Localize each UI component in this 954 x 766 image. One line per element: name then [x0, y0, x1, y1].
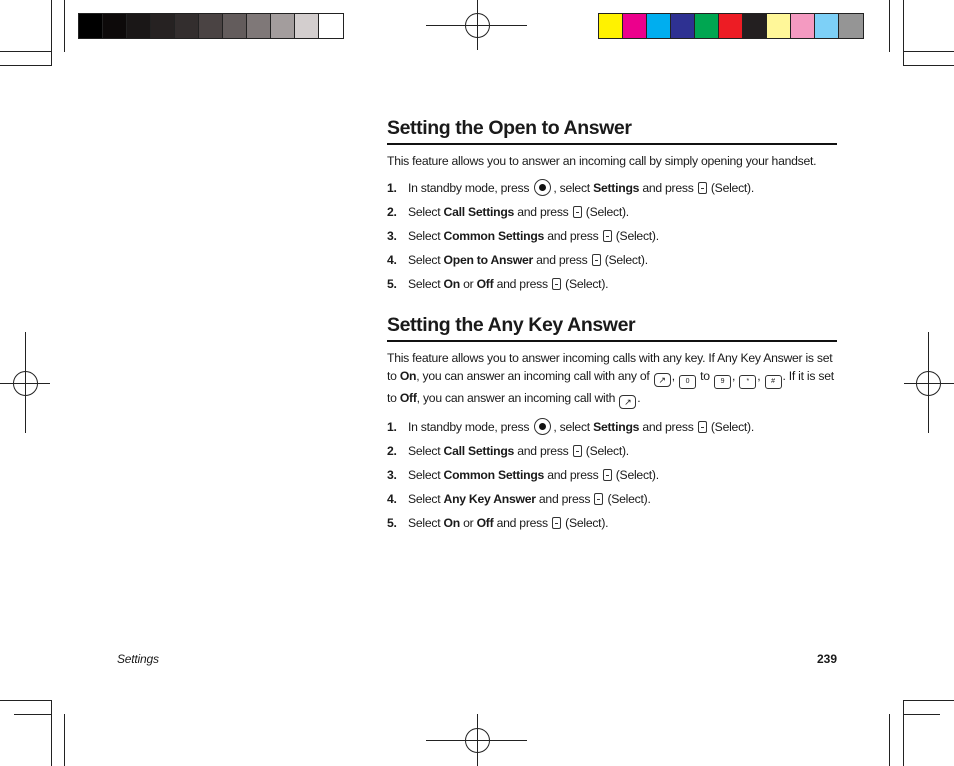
section-intro: This feature allows you to answer incoming calls with any key. If Any Key Answer is set to On, you can answer an incoming call with any of ↗ , 0 to 9 , * , # . If it is set to Off, you can answer an incoming call with ↗ . — [387, 351, 834, 407]
step-item: 2. Select Call Settings and press (Select). — [387, 444, 629, 458]
step-item: 5. Select On or Off and press (Select). — [387, 277, 609, 291]
softkey-icon — [592, 254, 601, 266]
step-item: 3. Select Common Settings and press (Select). — [387, 468, 659, 482]
color-swatch — [767, 14, 791, 38]
softkey-icon — [698, 421, 707, 433]
step-item: 5. Select On or Off and press (Select). — [387, 516, 609, 530]
color-swatch — [623, 14, 647, 38]
gray-swatch — [175, 14, 199, 38]
section-title-any-key-answer: Setting the Any Key Answer — [387, 310, 837, 342]
section-title-open-to-answer: Setting the Open to Answer — [387, 113, 837, 145]
pound-key-icon: # — [765, 375, 782, 389]
step-item: 4. Select Any Key Answer and press (Select). — [387, 492, 651, 506]
color-swatch — [599, 14, 623, 38]
step-item: 1. In standby mode, press , select Settings and press (Select). — [387, 420, 755, 434]
color-swatch — [839, 14, 863, 38]
color-swatch — [743, 14, 767, 38]
softkey-icon — [573, 445, 582, 457]
step-item: 3. Select Common Settings and press (Select). — [387, 229, 659, 243]
softkey-icon — [603, 230, 612, 242]
gray-swatch — [103, 14, 127, 38]
softkey-icon — [573, 206, 582, 218]
step-item: 2. Select Call Settings and press (Select). — [387, 205, 629, 219]
softkey-icon — [552, 517, 561, 529]
talk-key-icon: ↗ — [619, 395, 636, 409]
gray-swatch — [151, 14, 175, 38]
softkey-icon — [552, 278, 561, 290]
gray-swatch — [127, 14, 151, 38]
gray-swatch — [295, 14, 319, 38]
gray-swatch — [271, 14, 295, 38]
softkey-icon — [603, 469, 612, 481]
gray-swatch — [319, 14, 343, 38]
digit-key-0-icon: 0 — [679, 375, 696, 389]
navigation-key-icon — [534, 418, 551, 435]
color-swatch — [671, 14, 695, 38]
step-item: 1. In standby mode, press , select Settings and press (Select). — [387, 181, 755, 195]
color-swatch — [719, 14, 743, 38]
color-swatch — [791, 14, 815, 38]
steps-list-open-to-answer — [387, 176, 837, 296]
softkey-icon — [698, 182, 707, 194]
color-swatch — [695, 14, 719, 38]
process-color-bar — [598, 13, 864, 39]
step-item: 4. Select Open to Answer and press (Select). — [387, 253, 648, 267]
steps-list-any-key-answer — [387, 415, 837, 535]
color-swatch — [647, 14, 671, 38]
section-intro: This feature allows you to answer an incoming call by simply opening your handset. — [387, 154, 817, 168]
footer-section-name: Settings — [117, 652, 159, 666]
softkey-icon — [594, 493, 603, 505]
grayscale-color-bar — [78, 13, 344, 39]
page-content — [387, 113, 837, 535]
page-number: 239 — [816, 652, 837, 666]
talk-key-icon: ↗ — [654, 373, 671, 387]
star-key-icon: * — [739, 375, 756, 389]
gray-swatch — [79, 14, 103, 38]
navigation-key-icon — [534, 179, 551, 196]
color-swatch — [815, 14, 839, 38]
gray-swatch — [223, 14, 247, 38]
gray-swatch — [247, 14, 271, 38]
digit-key-9-icon: 9 — [714, 375, 731, 389]
gray-swatch — [199, 14, 223, 38]
